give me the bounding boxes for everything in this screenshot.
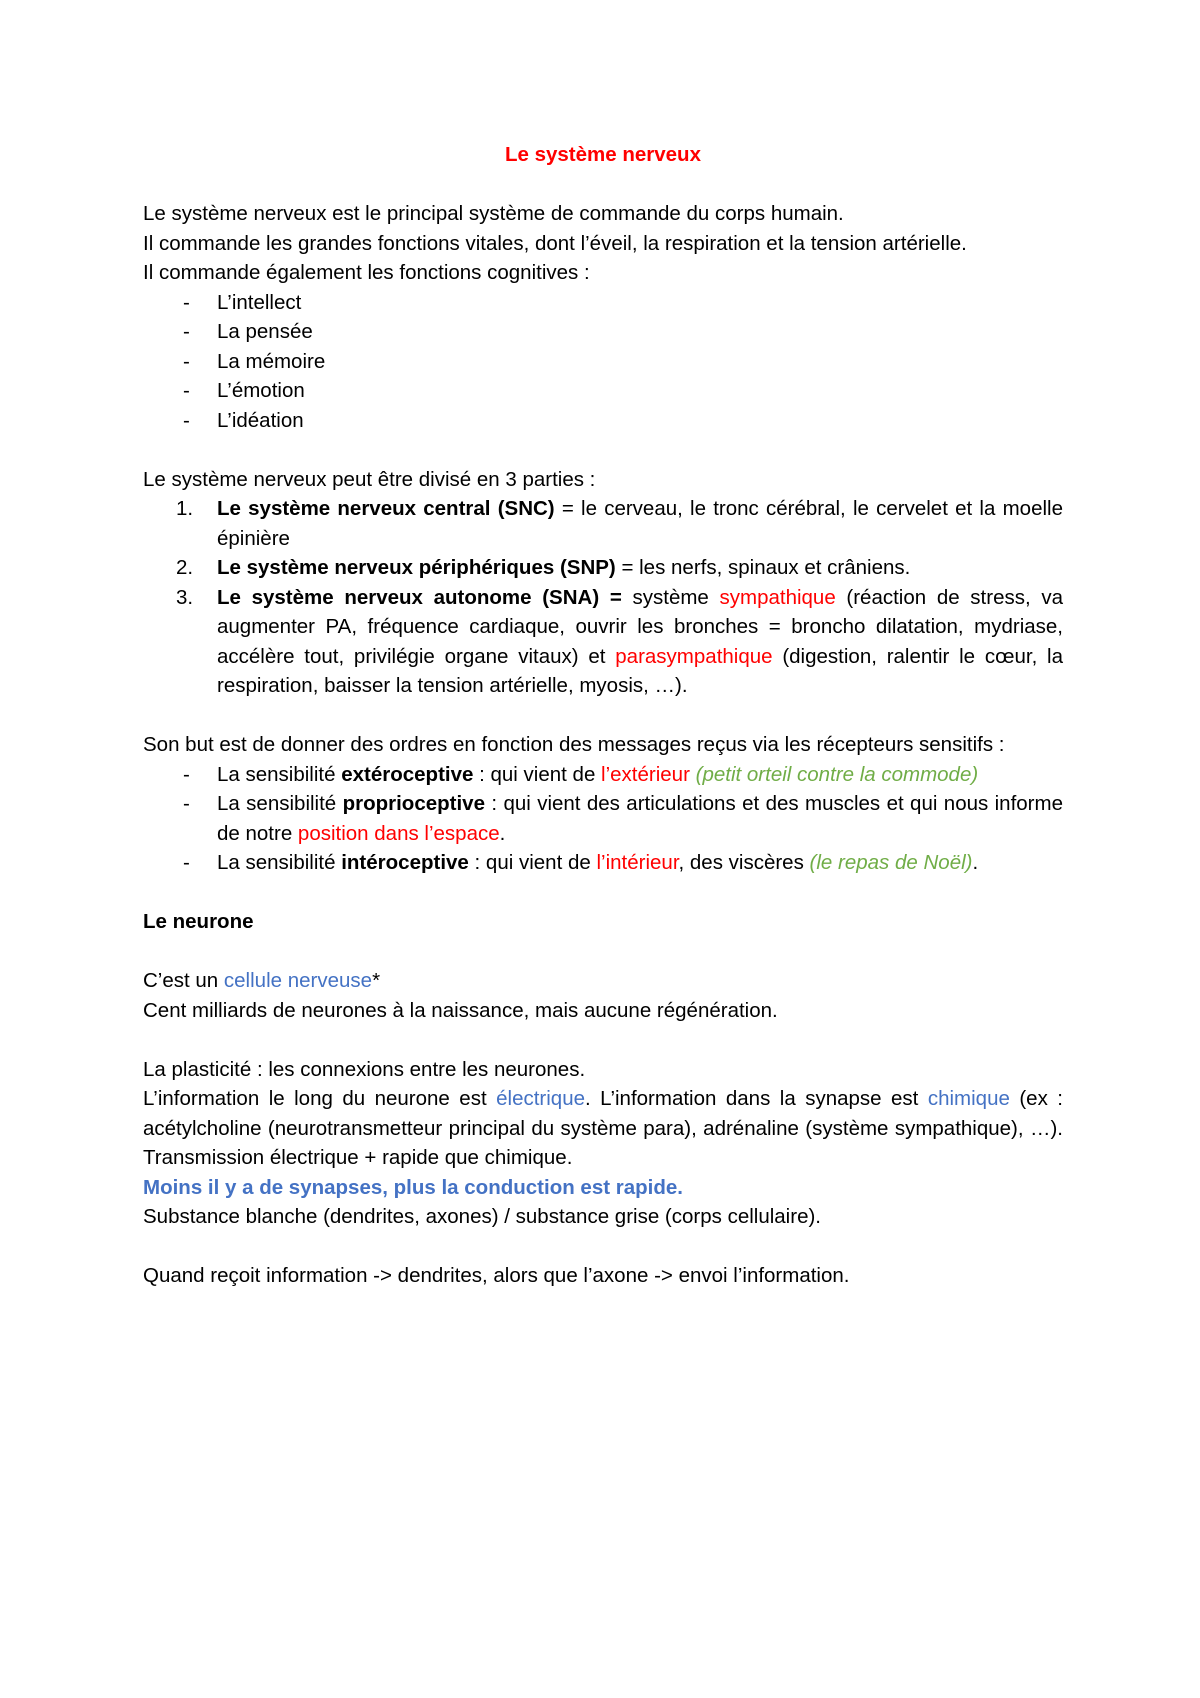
dash-marker: - xyxy=(183,792,190,815)
list-item: - La sensibilité extéroceptive : qui vient de l’extérieur (petit orteil contre la commode) xyxy=(143,760,1063,790)
intro-line-3: Il commande également les fonctions cognitives : xyxy=(143,261,590,284)
neuron-count: Cent milliards de neurones à la naissance, mais aucune régénération. xyxy=(143,998,778,1022)
list-item: - La sensibilité intéroceptive : qui vient de l’intérieur, des viscères (le repas de Noël). xyxy=(143,848,1063,878)
senses-intro: Son but est de donner des ordres en fonction des messages reçus via les récepteurs sensitifs : xyxy=(143,733,1005,756)
section-heading: Le neurone xyxy=(143,910,254,933)
document-page xyxy=(143,140,1063,1291)
plasticity-line: La plasticité : les connexions entre les neurones. xyxy=(143,1057,586,1081)
synapses-line: Moins il y a de synapses, plus la conduction est rapide. xyxy=(143,1175,683,1199)
list-item: - L’idéation xyxy=(143,406,1063,436)
dash-marker: - xyxy=(183,408,190,432)
list-item: 1. Le système nerveux central (SNC) = le cerveau, le tronc cérébral, le cervelet et la moelle épinière xyxy=(176,497,1063,550)
dash-marker: - xyxy=(183,762,190,786)
list-item: - La pensée xyxy=(143,317,1063,347)
dash-marker: - xyxy=(183,290,190,314)
information-paragraph: L’information le long du neurone est électrique. L’information dans la synapse est chimique (ex : acétylcholine (neurotransmetteur principal du système para), adrénaline (système sympathique), …). Transmission électrique + rapide que chimique. xyxy=(143,1087,1063,1169)
dash-marker: - xyxy=(183,379,190,402)
intro-line-1: Le système nerveux est le principal système de commande du corps humain. xyxy=(143,202,844,225)
neuron-definition: C’est un cellule nerveuse* xyxy=(143,969,381,992)
list-item: - La sensibilité proprioceptive : qui vient des articulations et des muscles et qui nous informe de notre position dans l’espace. xyxy=(143,789,1063,848)
substance-line: Substance blanche (dendrites, axones) / substance grise (corps cellulaire). xyxy=(143,1205,821,1228)
senses-list xyxy=(143,760,1063,878)
parts-intro: Le système nerveux peut être divisé en 3 parties : xyxy=(143,467,596,491)
dash-marker: - xyxy=(183,851,190,874)
page-title: Le système nerveux xyxy=(504,143,701,166)
list-item: 3. Le système nerveux autonome (SNA) = système sympathique (réaction de stress, va augmenter PA, fréquence cardiaque, ouvrir les bronches = broncho dilatation, mydriase, accélère tout, privilégie organe vitaux) et parasympathique (digestion, ralentir le cœur, la respiration, baisser la tension artérielle, myosis, …). xyxy=(176,585,1063,697)
cognitive-functions-list xyxy=(143,288,1063,436)
dash-marker: - xyxy=(183,320,190,343)
list-item: - L’intellect xyxy=(143,288,1063,318)
dash-marker: - xyxy=(183,349,190,373)
list-item: - La mémoire xyxy=(143,347,1063,377)
list-item: 2. Le système nerveux périphériques (SNP) = les nerfs, spinaux et crâniens. xyxy=(176,556,911,579)
intro-line-2: Il commande les grandes fonctions vitales, dont l’éveil, la respiration et la tension artérielle. xyxy=(143,231,967,255)
receive-line: Quand reçoit information -> dendrites, alors que l’axone -> envoi l’information. xyxy=(143,1264,850,1287)
parts-list xyxy=(143,494,1063,701)
list-item: - L’émotion xyxy=(143,376,1063,406)
